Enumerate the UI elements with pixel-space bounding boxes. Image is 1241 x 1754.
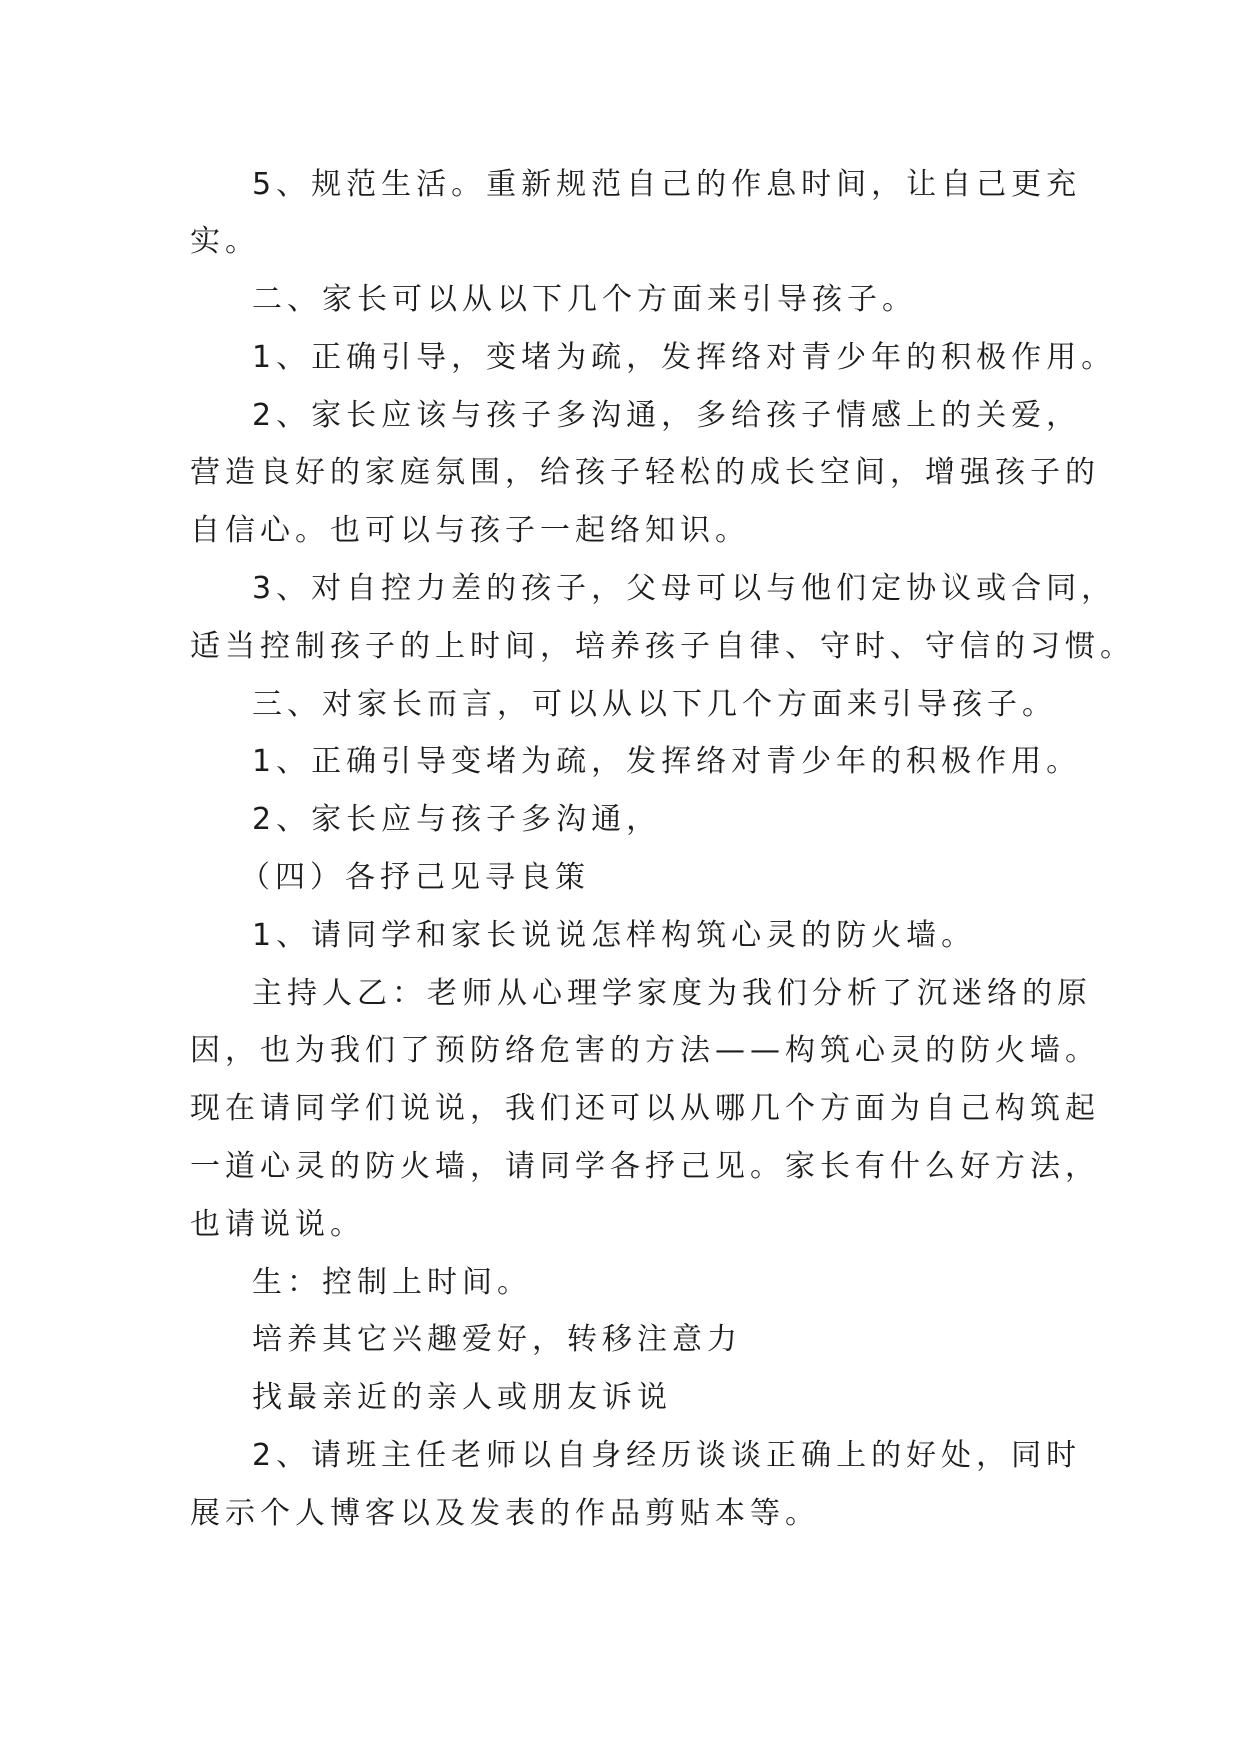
paragraph-line: 适当控制孩子的上时间，培养孩子自律、守时、守信的习惯。	[190, 629, 1135, 664]
paragraph-line: 培养其它兴趣爱好，转移注意力	[252, 1322, 742, 1357]
paragraph-line: 1、正确引导变堵为疏，发挥络对青少年的积极作用。	[252, 744, 1082, 779]
paragraph-line: 2、家长应与孩子多沟通，	[252, 802, 662, 837]
paragraph-line: 生：控制上时间。	[252, 1265, 532, 1300]
paragraph-line: 因，也为我们了预防络危害的方法——构筑心灵的防火墙。	[190, 1033, 1100, 1068]
section-heading: 二、家长可以从以下几个方面来引导孩子。	[252, 282, 917, 317]
paragraph-line: 实。	[190, 224, 260, 259]
paragraph-line: 找最亲近的亲人或朋友诉说	[252, 1380, 672, 1415]
paragraph-line: 2、请班主任老师以自身经历谈谈正确上的好处，同时	[252, 1438, 1082, 1473]
paragraph-line: 现在请同学们说说，我们还可以从哪几个方面为自己构筑起	[190, 1091, 1100, 1126]
paragraph-line: 1、请同学和家长说说怎样构筑心灵的防火墙。	[252, 918, 977, 953]
paragraph-line: 也请说说。	[190, 1207, 365, 1242]
paragraph-line: 2、家长应该与孩子多沟通，多给孩子情感上的关爱，	[252, 398, 1082, 433]
section-heading: 三、对家长而言，可以从以下几个方面来引导孩子。	[252, 687, 1057, 722]
paragraph-line: 营造良好的家庭氛围，给孩子轻松的成长空间，增强孩子的	[190, 455, 1100, 490]
paragraph-line: 展示个人博客以及发表的作品剪贴本等。	[190, 1496, 820, 1531]
paragraph-line: 主持人乙：老师从心理学家度为我们分析了沉迷络的原	[252, 976, 1092, 1011]
paragraph-line: 1、正确引导，变堵为疏，发挥络对青少年的积极作用。	[252, 340, 1117, 375]
section-heading: （四）各抒己见寻良策	[240, 860, 590, 895]
paragraph-line: 5、规范生活。重新规范自己的作息时间，让自己更充	[252, 167, 1082, 202]
paragraph-line: 3、对自控力差的孩子，父母可以与他们定协议或合同，	[252, 571, 1117, 606]
paragraph-line: 自信心。也可以与孩子一起络知识。	[190, 513, 750, 548]
paragraph-line: 一道心灵的防火墙，请同学各抒己见。家长有什么好方法，	[190, 1149, 1100, 1184]
